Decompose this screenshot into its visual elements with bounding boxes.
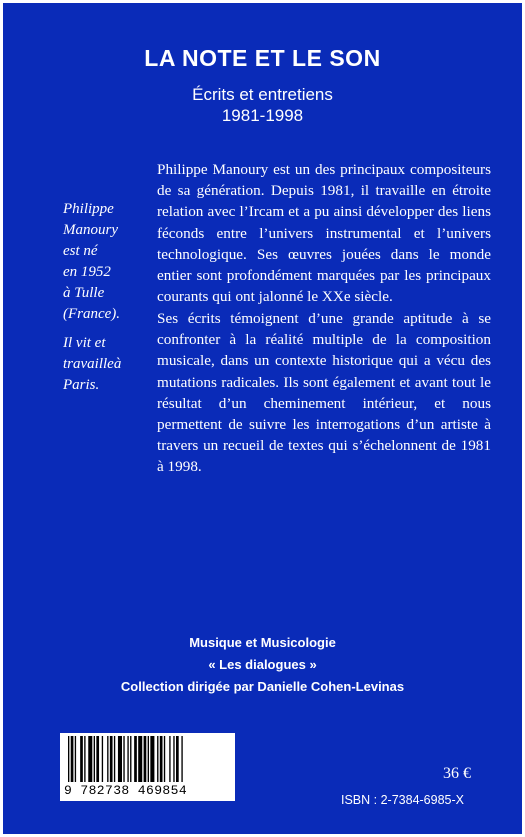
- author-note-birth: [63, 199, 153, 325]
- author-note-line: Manoury: [63, 222, 118, 238]
- author-note-line: à Tulle: [63, 285, 105, 301]
- back-cover: [3, 3, 522, 834]
- author-note-line: Philippe: [63, 201, 114, 217]
- author-note-line: Il vit et: [63, 335, 106, 351]
- author-note-line: est né: [63, 243, 98, 259]
- barcode: [60, 733, 235, 801]
- author-note-residence: [63, 333, 153, 396]
- author-note-line: travailleà: [63, 356, 122, 372]
- isbn: ISBN : 2-7384-6985-X: [341, 793, 464, 807]
- collection-name: « Les dialogues »: [208, 657, 317, 672]
- price: 36 €: [443, 765, 471, 782]
- author-note-line: en 1952: [63, 264, 111, 280]
- subtitle-years: 1981-1998: [221, 106, 304, 125]
- author-note-line: (France).: [63, 306, 121, 322]
- barcode-digits: 9 782738 469854: [64, 783, 188, 798]
- book-title: LA NOTE ET LE SON: [144, 45, 381, 71]
- collection-director: Collection dirigée par Danielle Cohen-Levinas: [120, 679, 405, 694]
- barcode-bars: [68, 736, 228, 782]
- description-paragraph-1: Philippe Manoury est un des principaux compositeurs de sa génération. Depuis 1981, il travaille en étroite relation avec l’Ircam et a pu ainsi développer des liens féconds entre l’univers instrumental et l’univers technologique. Ses œuvres jouées dans le monde entier sont profondément marquées par les principaux courants qui ont jalonné le XXe siècle.: [157, 161, 491, 306]
- description-paragraph-2: Ses écrits témoignent d’une grande aptitude à se confronter à la réalité multiple de la composition musicale, dans un contexte historique qui a vécu des mutations radicales. Ils sont également et avant tout le résultat d’un cheminement intérieur, et nous permettent de suivre les interrogations d’un artiste à travers un recueil de textes qui s’échelonnent de 1981 à 1998.: [157, 310, 491, 476]
- collection-series: Musique et Musicologie: [189, 635, 336, 650]
- author-note-line: Paris.: [63, 377, 100, 393]
- subtitle: Écrits et entretiens: [192, 85, 333, 104]
